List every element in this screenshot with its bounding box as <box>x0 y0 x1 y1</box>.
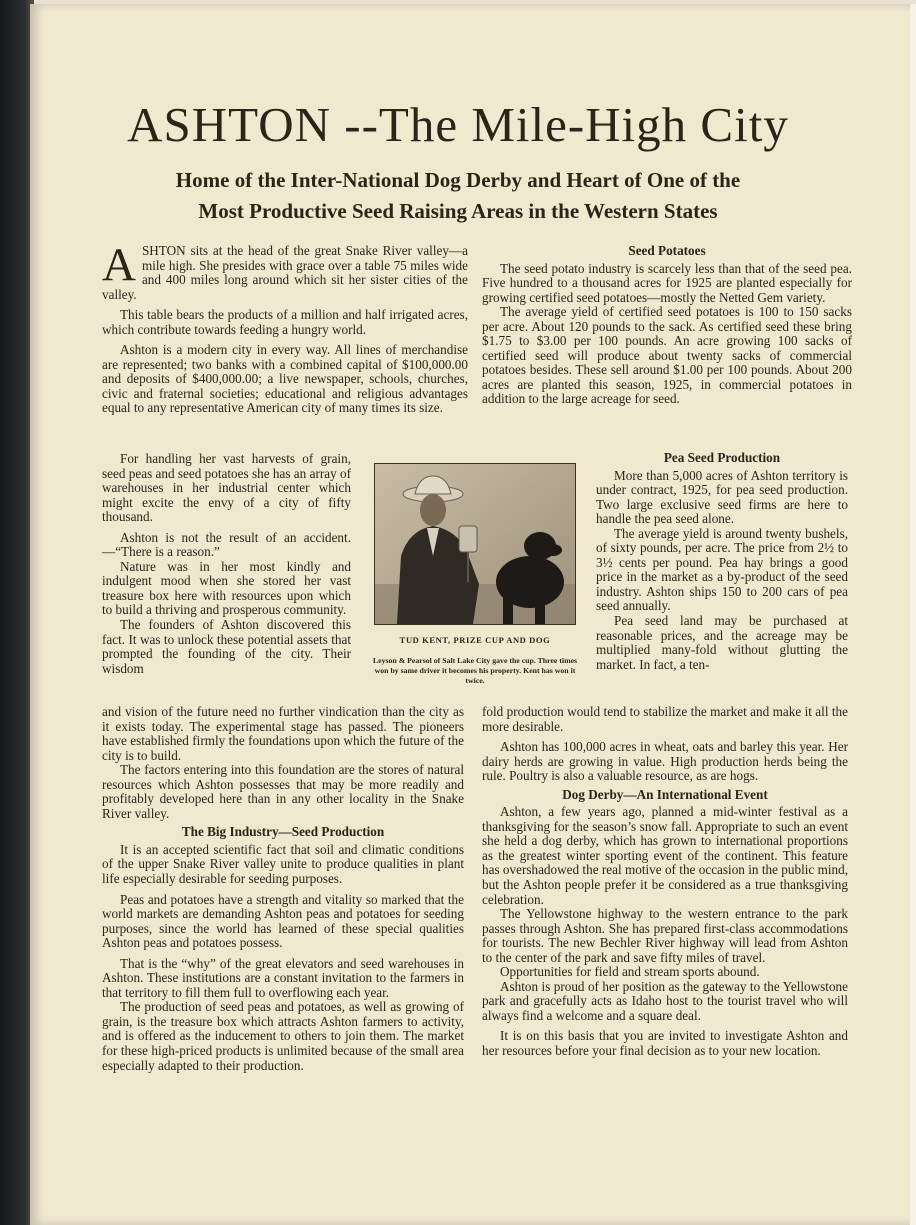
paragraph: Ashton is a modern city in every way. All lines of merchandise are represented; two banks with a combined capital of $100,000.00 and deposits of $400,000.00; a live newspaper, schools, churches, civic and fraternal societies; educational and religious advantages equal to any representative American city of many times its size. <box>102 342 468 416</box>
section-heading-big-industry: The Big Industry—Seed Production <box>181 824 385 840</box>
section-heading-dog-derby: Dog Derby—An International Event <box>562 786 768 802</box>
caption-title: TUD KENT, PRIZE CUP AND DOG <box>399 635 551 645</box>
caption-text: Leyson & Pearsol of Salt Lake City gave the cup. Three times won by same driver it becomes his property. Kent has won it twice. <box>372 656 578 685</box>
paragraph: The production of seed peas and potatoes, as well as growing of grain, is the treasure box which attracts Ashton farmers to activity, and is offered as the inducement to others to join them. The market for these high-priced products is unlimited because of the small area especially adapted to their production. <box>102 999 464 1073</box>
right-column-bottom <box>482 705 848 1059</box>
paragraph: Opportunities for field and stream sports abound. <box>500 964 760 980</box>
paragraph: The seed potato industry is scarcely less than that of the seed pea. Five hundred to a thousand acres for 1925 are planted especially for growing certified seed potatoes—mostly the Netted Gem variety. <box>482 260 852 305</box>
paragraph: This table bears the products of a million and half irrigated acres, which contribute towards feeding a hungry world. <box>102 307 468 337</box>
page-edge <box>910 4 916 1225</box>
paragraph: The average yield is around twenty bushels, of sixty pounds, per acre. The price from 2½ to 3½ cents per pound. Pea hay brings a good price in the market as a by-product of the seed industry. Ashton ships 150 to 200 cars of pea seed annually. <box>596 525 848 614</box>
paragraph: Peas and potatoes have a strength and vitality so marked that the world markets are demanding Ashton peas and potatoes for seeding purposes, since the world has learned of these special qualities Ashton peas and potatoes possess. <box>102 891 464 951</box>
left-column-wrap <box>102 452 351 676</box>
paragraph: For handling her vast harvests of grain, seed peas and seed potatoes she has an array of warehouses in her industrial center which might excite the envy of a city of fifty thousand. <box>102 451 351 525</box>
paragraph: The factors entering into this foundation are the stores of natural resources which Ashton possesses that may be more readily and profitably developed here than in any other locality in the Snake River valley. <box>102 762 464 821</box>
paragraph: fold production would tend to stabilize the market and make it all the more desirable. <box>482 704 848 734</box>
photo-tud-kent <box>374 463 576 625</box>
left-column-bottom <box>102 705 464 1073</box>
paragraph: The founders of Ashton discovered this fact. It was to unlock these potential assets that prompted the founding of the city. Their wisdom <box>102 617 351 676</box>
paragraph: and vision of the future need no further vindication than the city as it exists today. The experimental stage has passed. The pioneers have established firmly the foundations upon which the future of the city is to build. <box>102 704 464 763</box>
intro-paragraph <box>102 239 468 302</box>
paragraph: That is the “why” of the great elevators and seed warehouses in Ashton. These institutions are a constant invitation to the farmers in that territory to fill them full to overflowing each year. <box>102 955 464 1000</box>
photo-illustration <box>375 464 575 624</box>
paragraph: The average yield of certified seed potatoes is 100 to 150 sacks per acre. About 120 pounds to the sack. As certified seed these bring $1.75 to $3.00 per 100 pounds. An acre growing 100 sacks of certified seed will produce about twenty sacks of commercial potatoes besides. These sell around $1.00 per 100 pounds. About 200 acres are planted this season, 1925, in commercial potatoes in addition to the large acreage for seed. <box>482 304 852 407</box>
paragraph: Pea seed land may be purchased at reasonable prices, and the acreage may be multiplied many-fold without glutting the market. In fact, a ten- <box>596 613 848 672</box>
book-binding <box>0 0 34 1225</box>
paragraph: It is on this basis that you are invited to investigate Ashton and her resources before your final decision as to your new location. <box>482 1028 848 1059</box>
paragraph: Nature was in her most kindly and indulgent mood when she stored her vast treasure box here with resources upon which to build a thriving and prosperous community. <box>102 558 351 618</box>
subtitle-line-1: Home of the Inter-National Dog Derby and Heart of One of the <box>175 168 741 192</box>
paragraph: Ashton is proud of her position as the gateway to the Yellowstone park and gracefully acts as Idaho host to the tourist travel who will always find a welcome and a square deal. <box>482 978 848 1023</box>
photo-caption <box>366 635 584 686</box>
paragraph: Ashton, a few years ago, planned a mid-winter festival as a thanksgiving for the season’s snow fall. Appropriate to such an event she held a dog derby, which has grown to international proportions as the greatest winter sporting event of the continent. This feature has overshadowed the real motive of the occasion in the public mind, but the Ashton people prefer it be considered as a true thanksgiving celebration. <box>482 804 848 907</box>
subtitle-line-2: Most Productive Seed Raising Areas in the Western States <box>198 199 718 223</box>
drop-cap: A <box>102 239 136 291</box>
page-subtitle <box>60 165 856 227</box>
paragraph: More than 5,000 acres of Ashton territory is under contract, 1925, for pea seed production. Two large exclusive seed firms are here to handle the pea seed alone. <box>596 467 848 527</box>
paragraph: Ashton has 100,000 acres in wheat, oats and barley this year. Her dairy herds are growing in value. High production herds being the rule. Poultry is also a valuable resource, as are hogs. <box>482 739 848 784</box>
intro-text: SHTON sits at the head of the great Snake River valley—a mile high. She presides with grace over a table 75 miles wide and 400 miles long around which sit her sister cities of the valley. <box>102 243 468 302</box>
left-column-top <box>102 239 468 416</box>
page-title: ASHTON --The Mile-High City <box>127 97 789 152</box>
paragraph: The Yellowstone highway to the western entrance to the park passes through Ashton. She has prepared first-class accommodations for tourists. The new Bechler River highway will lead from Ashton to the center of the park and save fifty miles of travel. <box>482 906 848 965</box>
paragraph: Ashton is not the result of an accident.—“There is a reason.” <box>102 529 351 560</box>
right-column-top <box>482 244 852 407</box>
right-column-wrap <box>596 451 848 672</box>
section-heading-seed-potatoes: Seed Potatoes <box>628 243 706 258</box>
paragraph: It is an accepted scientific fact that soil and climatic conditions of the upper Snake River valley unite to produce qualities in plant life especially desirable for seeding purposes. <box>102 841 464 887</box>
section-heading-pea-seed: Pea Seed Production <box>663 450 781 465</box>
